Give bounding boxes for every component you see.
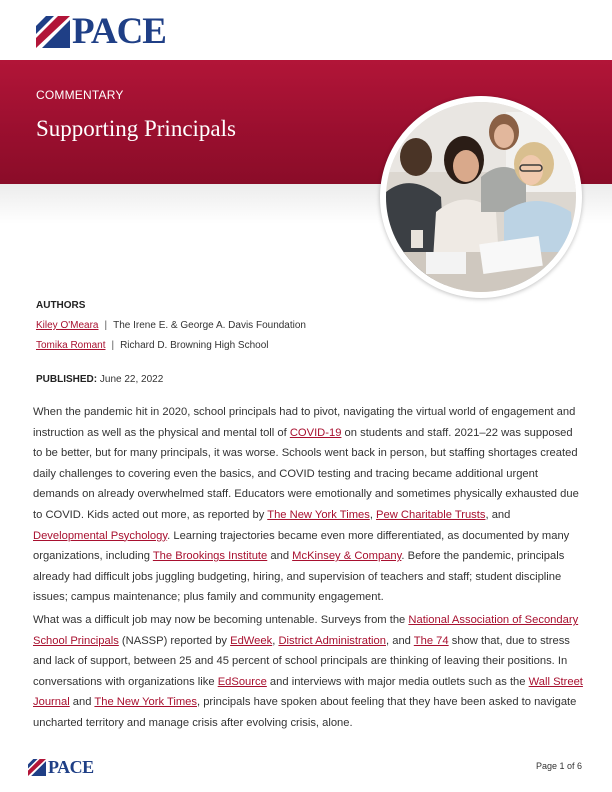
published-line [36,374,163,385]
inline-link[interactable]: McKinsey & Company [292,550,402,563]
paragraph-run: , [272,634,279,647]
author-affiliation: The Irene E. & George A. Davis Foundation [113,320,306,331]
paragraph-run: and [267,550,293,563]
paragraph-run: , [369,508,377,521]
paragraph-run: When the pandemic hit in 2020, school principals had to pivot, navigating the virtual world of engagement and instruction as well as the physical and mental toll of [33,406,576,439]
paragraph-run: on students and staff. 2021–22 was supposed to be better, but for many principals, it was worse. Schools went back in person, but staffing shortages created daily challenges to covering even the basics, and COVID testing and tracing became additional urgent demands on already overwhelmed staff. Educators were emotionally and sometimes physically exhausted due to COVID. Kids acted out more, as reported by [33,426,579,521]
inline-link[interactable]: COVID-19 [289,426,342,439]
meeting-photo [386,102,576,292]
paragraph-text [33,610,585,734]
pace-logo-text: PACE [72,11,166,52]
inline-link[interactable]: The New York Times [94,696,197,709]
inline-link[interactable]: Pew Charitable Trusts [376,508,486,521]
paragraph-run: . Before the pandemic, principals already had difficult jobs juggling budgeting, hiring, and supervision of teachers and staff; student discipline issues; campus maintenance; plus family and community engagement. [33,550,565,604]
pace-logo[interactable] [36,11,166,52]
article-category: COMMENTARY [36,88,124,102]
paragraph-run: , and [386,634,414,647]
paragraph-run: , principals have spoken about feeling that they have been asked to navigate uncharted territory and manage crisis after evolving crisis, alone. [33,696,577,729]
author-link[interactable]: Kiley O'Meara [36,320,99,331]
page-number: Page 1 of 6 [535,761,582,771]
inline-link[interactable]: EdWeek [230,634,273,647]
article-title: Supporting Principals [36,116,236,141]
pace-logo-mark-icon [36,16,70,48]
paragraph-run: and [69,696,95,709]
body-paragraph-1 [33,402,585,608]
published-date: June 22, 2022 [99,374,164,385]
author-row [36,320,306,331]
paragraph-run: show that, due to stress and lack of support, between 25 and 45 percent of school principals are thinking of leaving their positions. In conversations with organizations like [33,634,570,688]
paragraph-text [33,402,585,608]
inline-link[interactable]: Developmental Psychology [33,529,168,542]
author-link[interactable]: Tomika Romant [36,340,106,351]
footer-logo[interactable] [28,757,94,778]
inline-link[interactable]: National Association of Secondary School Principals [33,614,579,647]
author-affiliation: Richard D. Browning High School [120,340,269,351]
authors-heading: AUTHORS [36,300,86,311]
inline-link[interactable]: The New York Times [267,508,370,521]
paragraph-run: What was a difficult job may now be becoming untenable. Surveys from the [33,614,409,626]
inline-link[interactable]: EdSource [217,675,267,688]
inline-link[interactable]: The 74 [413,634,449,647]
published-label: PUBLISHED: [36,374,98,385]
paragraph-run: . Learning trajectories became even more differentiated, as documented by many organizations, including [33,529,570,563]
pace-logo-mark-icon [28,759,46,776]
paragraph-run: , and [485,508,511,521]
separator: | [111,340,115,351]
inline-link[interactable]: The Brookings Institute [152,550,268,563]
separator: | [104,320,108,331]
author-row [36,340,268,351]
body-paragraph-2 [33,610,585,734]
inline-link[interactable]: District Administration [278,634,386,647]
paragraph-run: and interviews with major media outlets such as the [266,675,529,688]
footer-logo-text: PACE [48,757,94,777]
inline-link[interactable]: Wall Street Journal [33,675,583,709]
paragraph-run: (NASSP) reported by [118,634,231,647]
